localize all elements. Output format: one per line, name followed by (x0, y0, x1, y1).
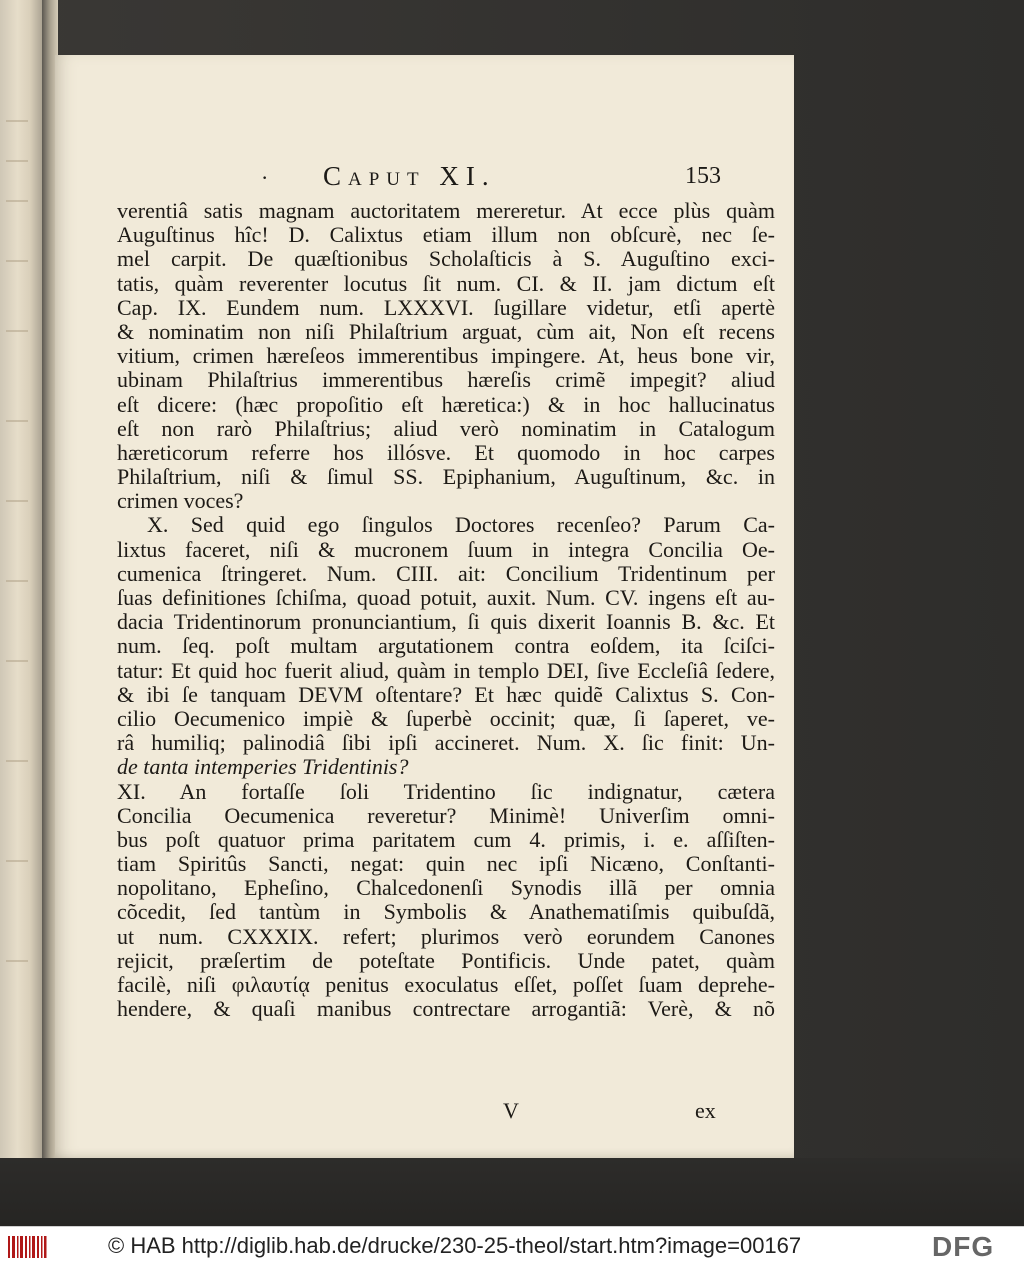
text-line: ubinam Philaſtrius immerentibus hæreſis crimẽ impegit? aliud (117, 368, 775, 393)
text-line: num. ſeq. poſt multam argutationem contra eoſdem, ita ſciſci- (117, 634, 775, 659)
text-line: râ humiliq; palinodiâ ſibi ipſi accineret. Num. X. ſic finit: Un- (117, 731, 775, 756)
text-line: ut num. CXXXIX. refert; plurimos verò eorundem Canones (117, 924, 775, 949)
text-line: rejicit, præſertim de poteſtate Pontificis. Unde patet, quàm (117, 948, 775, 973)
body-text (117, 199, 775, 1021)
text-line: XI. An fortaſſe ſoli Tridentino ſic indignatur, cætera (117, 779, 775, 804)
footer-source-link[interactable]: © HAB http://diglib.hab.de/drucke/230-25-theol/start.htm?image=00167 (108, 1233, 802, 1258)
text-line: Auguſtinus hîc! D. Calixtus etiam illum non obſcurè, nec ſe- (117, 223, 775, 248)
text-line: hendere, & quaſi manibus contrectare arrogantiã: Verè, & nõ (117, 997, 775, 1022)
hab-barcode-logo-icon (6, 1233, 48, 1261)
text-line: de tanta intemperies Tridentinis? (117, 755, 409, 780)
text-line: cumenica ſtringeret. Num. CIII. ait: Concilium Tridentinum per (117, 561, 775, 586)
dfg-logo: DFG (932, 1231, 995, 1262)
text-line: verentiâ satis magnam auctoritatem mereretur. At ecce plùs quàm (117, 199, 775, 223)
text-line: tatur: Et quid hoc fuerit aliud, quàm in templo DEI, ſive Eccleſiâ ſedere, (117, 658, 775, 683)
text-line: nopolitano, Epheſino, Chalcedonenſi Synodis illã per omnia (117, 876, 775, 901)
scan-bottom-margin (0, 1158, 1024, 1226)
text-line: & ibi ſe tanquam DEVM oſtentare? Et hæc quidẽ Calixtus S. Con- (117, 682, 775, 707)
header-dot: · (261, 165, 269, 190)
text-line: X. Sed quid ego ſingulos Doctores recenſeo? Parum Ca- (147, 513, 775, 538)
signature-mark: V (503, 1098, 519, 1123)
text-line: ſuas definitiones ſchiſma, quoad potuit, auxit. Num. CV. ingens eſt au- (117, 586, 775, 610)
text-line: eſt dicere: (hæc propoſitio eſt hæretica:) & in hoc hallucinatus (117, 392, 775, 417)
viewer-footer (0, 1226, 1024, 1266)
text-line: hæreticorum referre hos illósve. Et quomodo in hoc carpes (117, 440, 775, 465)
running-title: Caput XI. (323, 161, 496, 191)
text-line: facilè, niſi φιλαυτίᾳ penitus exoculatus eſſet, poſſet ſuam deprehe- (117, 973, 775, 997)
text-line: bus poſt quatuor prima paritatem cum 4. primis, i. e. aſſiſten- (117, 827, 775, 852)
page-number: 153 (685, 163, 721, 189)
text-line: vitium, crimen hæreſeos immerentibus impingere. At, heus bone vir, (117, 344, 775, 369)
catchword-line (55, 1098, 794, 1128)
text-line: eſt non rarò Philaſtrius; aliud verò nominatim in Catalogum (117, 416, 775, 441)
catchword: ex (695, 1098, 716, 1123)
text-line: crimen voces? (117, 489, 244, 514)
text-line: mel carpit. De quæſtionibus Scholaſticis à S. Auguſtino exci- (117, 247, 775, 272)
running-header (55, 161, 794, 195)
text-line: Cap. IX. Eundem num. LXXXVI. ſugillare videtur, etſi apertè (117, 295, 775, 320)
text-line: lixtus faceret, niſi & mucronem ſuum in integra Concilia Oe- (117, 537, 775, 562)
text-line: dacia Tridentinorum pronunciantium, ſi quis dixerit Ioannis B. &c. Et (117, 610, 775, 635)
book-page (55, 55, 794, 1158)
text-line: cõcedit, ſed tantùm in Symbolis & Anathematiſmis quibuſdã, (117, 900, 775, 925)
text-line: tatis, quàm reverenter locutus ſit num. CI. & II. jam dictum eſt (117, 271, 775, 296)
text-line: cilio Oecumenico impiè & ſuperbè occinit; quæ, ſi ſaperet, ve- (117, 706, 775, 731)
text-line: Concilia Oecumenica reveretur? Minimè! Univerſim omni- (117, 803, 775, 828)
text-line: & nominatim non niſi Philaſtrium arguat, cùm ait, Non eſt recens (117, 319, 775, 344)
text-line: tiam Spiritûs Sancti, negat: quin nec ipſi Nicæno, Conſtanti- (117, 852, 775, 877)
text-line: Philaſtrium, niſi & ſimul SS. Epiphanium, Auguſtinum, &c. in (117, 465, 775, 490)
